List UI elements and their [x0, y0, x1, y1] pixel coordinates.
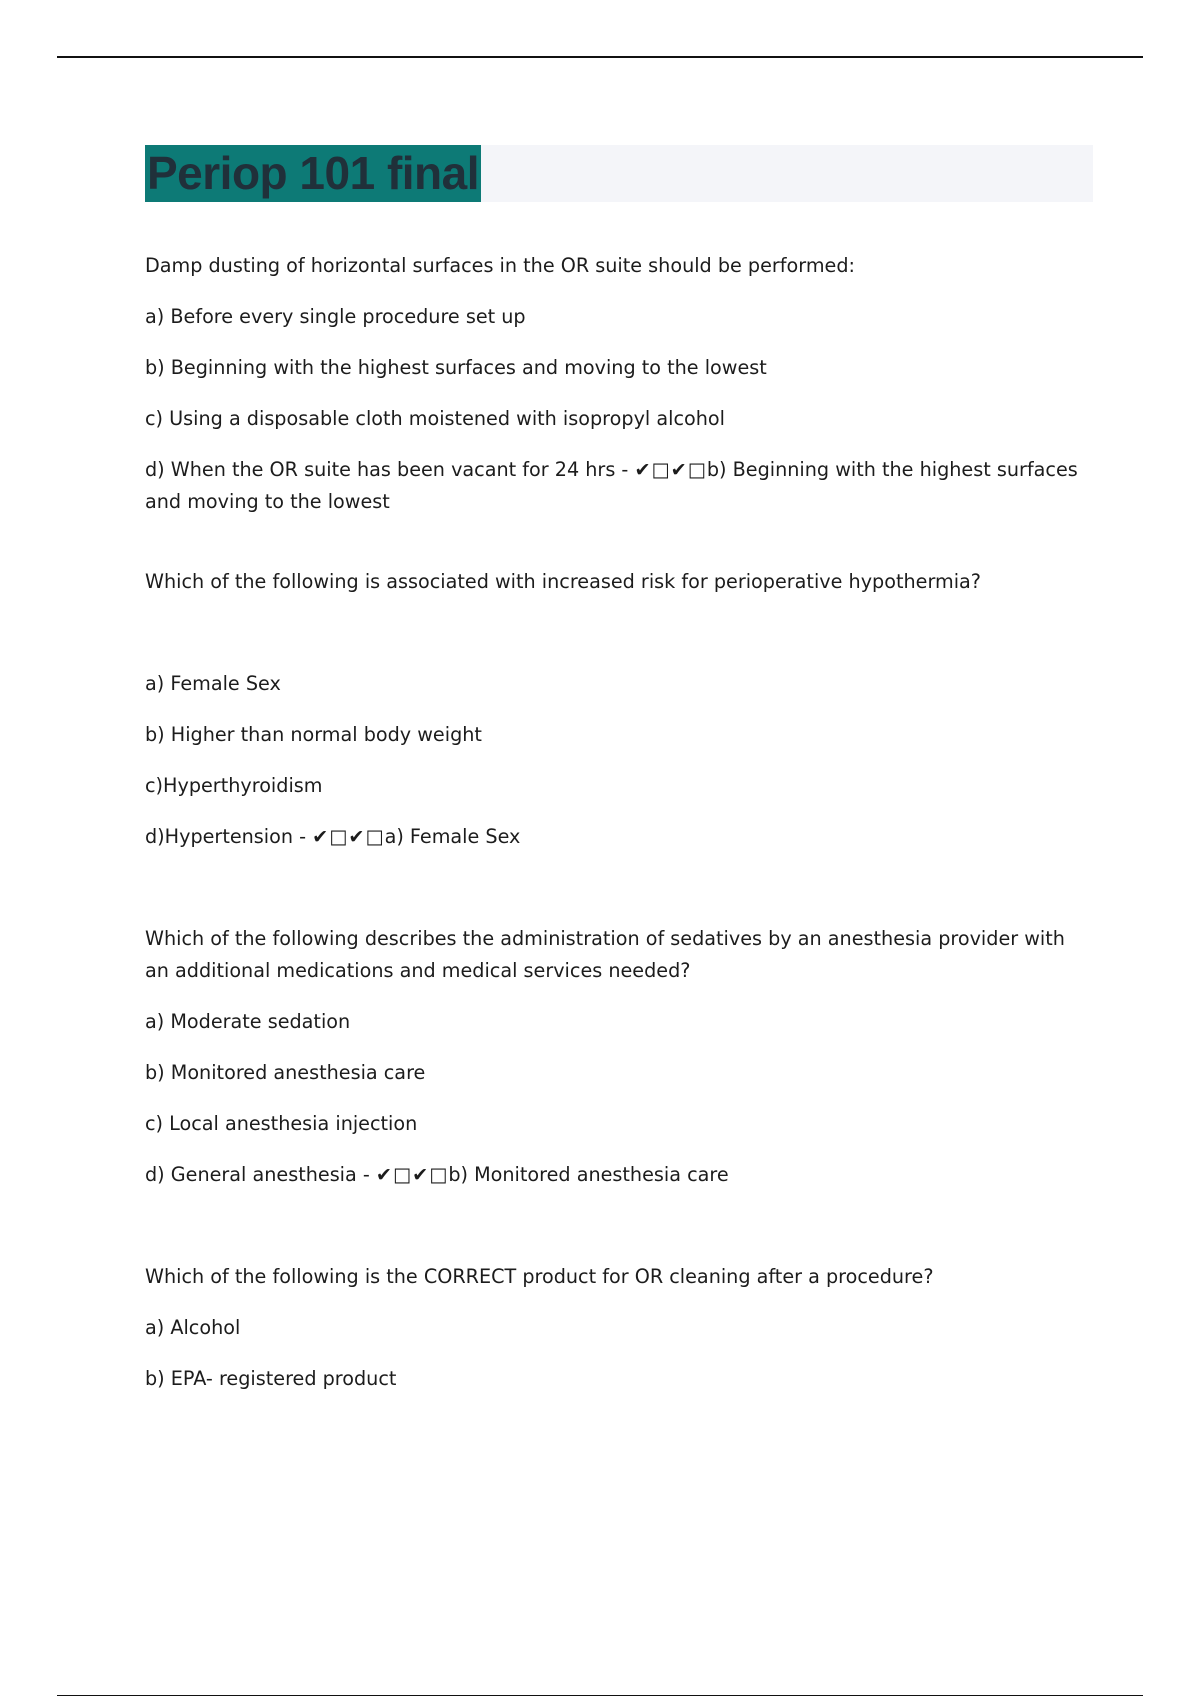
answer-checkmark-icon: ✔□✔□	[634, 458, 707, 481]
question-text: Which of the following is associated with increased risk for perioperative hypothermia?	[145, 570, 981, 593]
question-block-1	[145, 250, 1090, 518]
answer-text: a) Female Sex	[384, 825, 521, 848]
option: b) Monitored anesthesia care	[145, 1061, 426, 1084]
option: d) When the OR suite has been vacant for 24 hrs -	[145, 458, 635, 481]
option: d)Hypertension -	[145, 825, 313, 848]
question-block-2	[145, 566, 1090, 853]
option-with-answer	[145, 454, 1090, 518]
top-rule	[57, 56, 1143, 58]
option: d) General anesthesia -	[145, 1163, 376, 1186]
answer-checkmark-icon: ✔□✔□	[375, 1163, 449, 1186]
bottom-rule	[57, 1695, 1143, 1696]
question-block-4	[145, 1261, 1090, 1395]
option: a) Before every single procedure set up	[145, 305, 526, 328]
option: b) Beginning with the highest surfaces and moving to the lowest	[145, 356, 767, 379]
answer-checkmark-icon: ✔□✔□	[312, 825, 385, 848]
option: a) Moderate sedation	[145, 1010, 351, 1033]
question-text: Damp dusting of horizontal surfaces in the OR suite should be performed:	[145, 254, 855, 277]
option-with-answer	[145, 821, 1090, 853]
question-text: Which of the following is the CORRECT product for OR cleaning after a procedure?	[145, 1265, 934, 1288]
option: c) Local anesthesia injection	[145, 1112, 418, 1135]
document-body	[145, 250, 1090, 1414]
option: b) EPA- registered product	[145, 1367, 397, 1390]
option: c)Hyperthyroidism	[145, 774, 323, 797]
option: c) Using a disposable cloth moistened with isopropyl alcohol	[145, 407, 725, 430]
question-block-3	[145, 923, 1090, 1191]
option: a) Female Sex	[145, 672, 281, 695]
option: a) Alcohol	[145, 1316, 241, 1339]
answer-text: b) Beginning with the highest surfaces and moving to the lowest	[145, 458, 1078, 513]
option: b) Higher than normal body weight	[145, 723, 482, 746]
question-text: Which of the following describes the administration of sedatives by an anesthesia provider with an additional medications and medical services needed?	[145, 927, 1065, 982]
option-with-answer	[145, 1159, 1090, 1191]
answer-text: b) Monitored anesthesia care	[448, 1163, 729, 1186]
document-title: Periop 101 final	[145, 145, 481, 202]
